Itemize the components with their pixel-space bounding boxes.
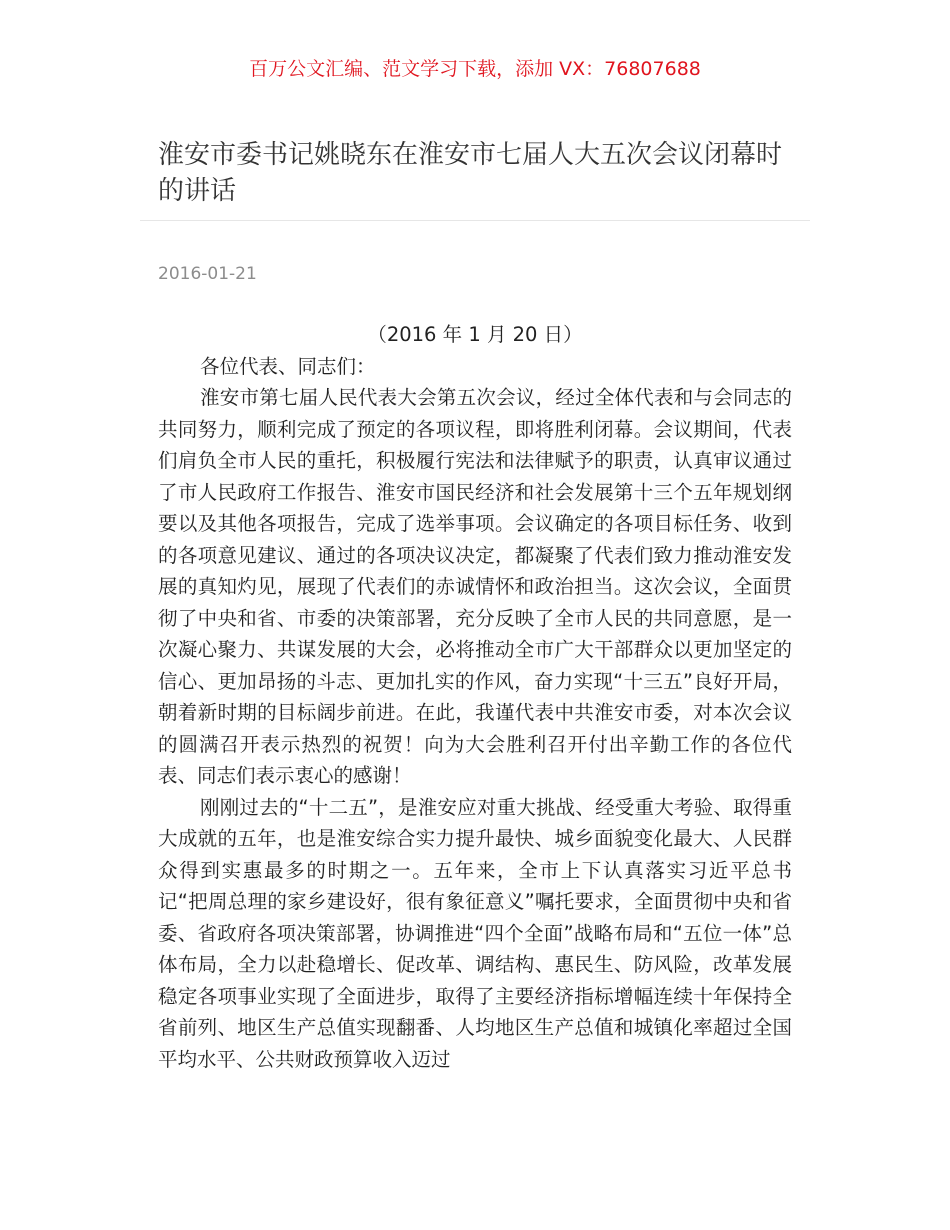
article-title: 淮安市委书记姚晓东在淮安市七届人大五次会议闭幕时的讲话 xyxy=(158,140,783,206)
body-paragraph: 淮安市第七届人民代表大会第五次会议，经过全体代表和与会同志的共同努力，顺利完成了预定的各项议程，即将胜利闭幕。会议期间，代表们肩负全市人民的重托，积极履行宪法和法律赋予的职责，认真审议通过了市人民政府工作报告、淮安市国民经济和社会发展第十三个五年规划纲要以及其他各项报告，完成了选举事项。会议确定的各项目标任务、收到的各项意见建议、通过的各项决议决定，都凝聚了代表们致力推动淮安发展的真知灼见，展现了代表们的赤诚情怀和政治担当。这次会议，全面贯彻了中央和省、市委的决策部署，充分反映了全市人民的共同意愿，是一次凝心聚力、共谋发展的大会，必将推动全市广大干部群众以更加坚定的信心、更加昂扬的斗志、更加扎实的作风，奋力实现“十三五”良好开局，朝着新时期的目标阔步前进。在此，我谨代表中共淮安市委，对本次会议的圆满召开表示热烈的祝贺！向为大会胜利召开付出辛勤工作的各位代表、同志们表示衷心的感谢！ xyxy=(158,386,792,787)
speech-dateline: （2016 年 1 月 20 日） xyxy=(367,323,583,346)
article-body xyxy=(158,319,792,1075)
watermark-banner: 百万公文汇编、范文学习下载，添加 VX：76807688 xyxy=(249,58,701,80)
publish-date: 2016-01-21 xyxy=(158,264,257,284)
speech-salutation: 各位代表、同志们： xyxy=(200,354,376,378)
body-paragraph: 刚刚过去的“十二五”，是淮安应对重大挑战、经受重大考验、取得重大成就的五年，也是淮安综合实力提升最快、城乡面貌变化最大、人民群众得到实惠最多的时期之一。五年来，全市上下认真落实习近平总书记“把周总理的家乡建设好，很有象征意义”嘱托要求，全面贯彻中央和省委、省政府各项决策部署，协调推进“四个全面”战略布局和“五位一体”总体布局，全力以赴稳增长、促改革、调结构、惠民生、防风险，改革发展稳定各项事业实现了全面进步，取得了主要经济指标增幅连续十年保持全省前列、地区生产总值实现翻番、人均地区生产总值和城镇化率超过全国平均水平、公共财政预算收入迈过 xyxy=(158,795,792,1071)
title-divider xyxy=(140,220,810,221)
